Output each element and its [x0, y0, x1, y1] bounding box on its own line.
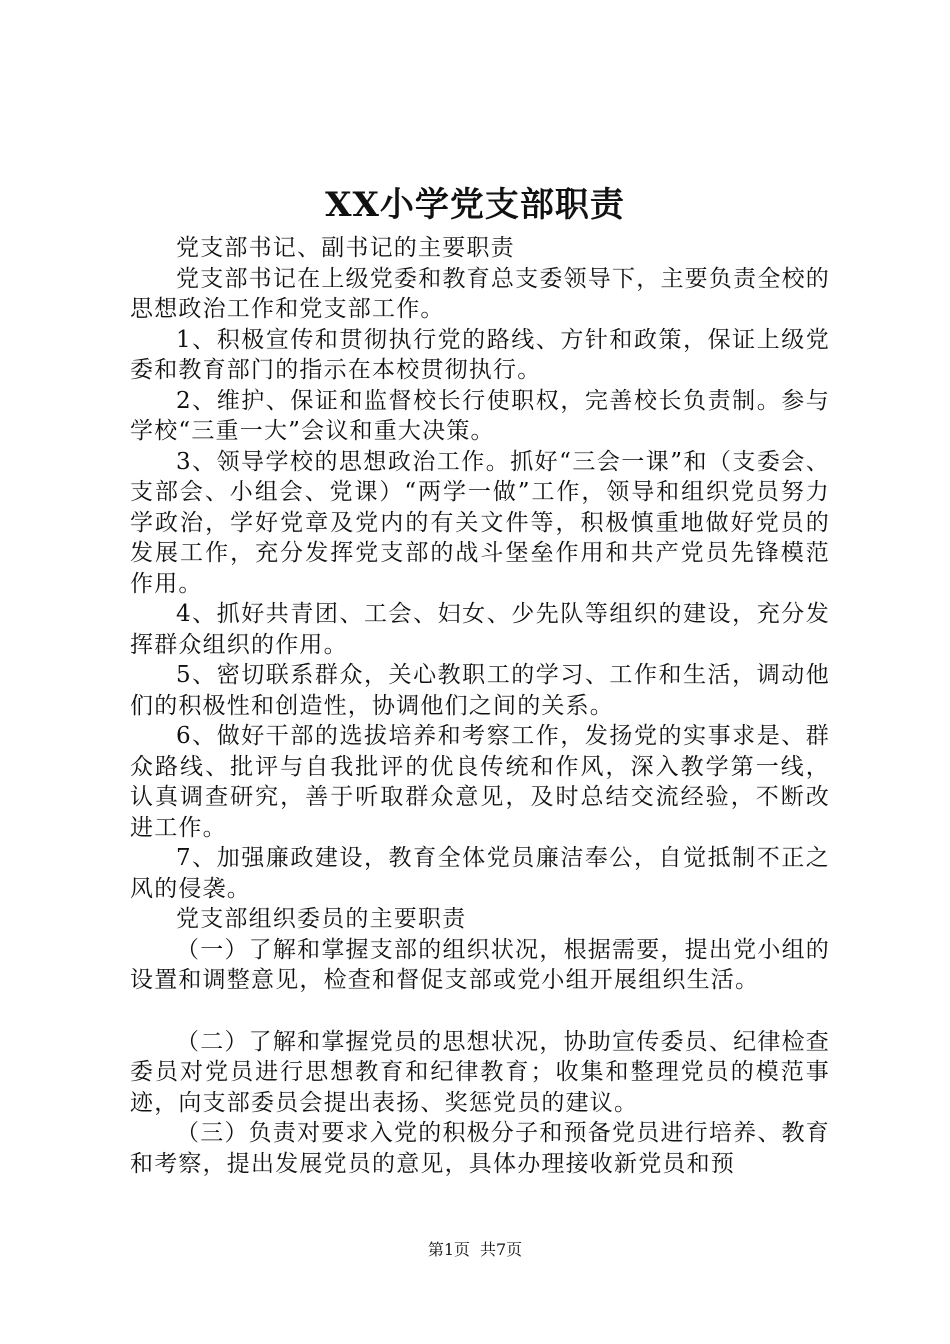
paragraph: 党支部书记在上级党委和教育总支委领导下，主要负责全校的思想政治工作和党支部工作。 — [130, 265, 830, 322]
section-heading-secretary: 党支部书记、副书记的主要职责 — [176, 235, 515, 261]
paragraph: 6、做好干部的选拔培养和考察工作，发扬党的实事求是、群众路线、批评与自我批评的优良传统和作风，深入教学第一线，认真调查研究，善于听取群众意见，及时总结交流经验，不断改进工作。 — [130, 723, 830, 841]
paragraph: （二）了解和掌握党员的思想状况，协助宣传委员、纪律检查委员对党员进行思想教育和纪律教育；收集和整理党员的模范事迹，向支部委员会提出表扬、奖惩党员的建议。 — [130, 1028, 830, 1116]
document-body — [130, 233, 830, 1179]
paragraph: 5、密切联系群众，关心教职工的学习、工作和生活，调动他们的积极性和创造性，协调他们之间的关系。 — [130, 662, 830, 719]
paragraph: （三）负责对要求入党的积极分子和预备党员进行培养、教育和考察，提出发展党员的意见，具体办理接收新党员和预 — [130, 1120, 830, 1177]
paragraph: （一）了解和掌握支部的组织状况，根据需要，提出党小组的设置和调整意见，检查和督促支部或党小组开展组织生活。 — [130, 936, 830, 993]
paragraph: 2、维护、保证和监督校长行使职权，完善校长负责制。参与学校“三重一大”会议和重大决策。 — [130, 387, 830, 444]
document-title: XX小学党支部职责 — [325, 185, 625, 225]
paragraph: 1、积极宣传和贯彻执行党的路线、方针和政策，保证上级党委和教育部门的指示在本校贯彻执行。 — [130, 326, 830, 383]
section-heading-organization: 党支部组织委员的主要职责 — [176, 906, 467, 932]
paragraph: 3、领导学校的思想政治工作。抓好“三会一课”和（支委会、支部会、小组会、党课）“两学一做”工作，领导和组织党员努力学政治，学好党章及党内的有关文件等，积极慎重地做好党员的发展工作，充分发挥党支部的战斗堡垒作用和共产党员先锋模范作用。 — [130, 448, 830, 597]
page-number: 第1页 — [427, 1240, 470, 1259]
paragraph: 4、抓好共青团、工会、妇女、少先队等组织的建设，充分发挥群众组织的作用。 — [130, 601, 830, 658]
page-total: 共7页 — [480, 1240, 523, 1259]
page-footer — [0, 1238, 950, 1262]
paragraph: 7、加强廉政建设，教育全体党员廉洁奉公，自觉抵制不正之风的侵袭。 — [130, 845, 830, 902]
